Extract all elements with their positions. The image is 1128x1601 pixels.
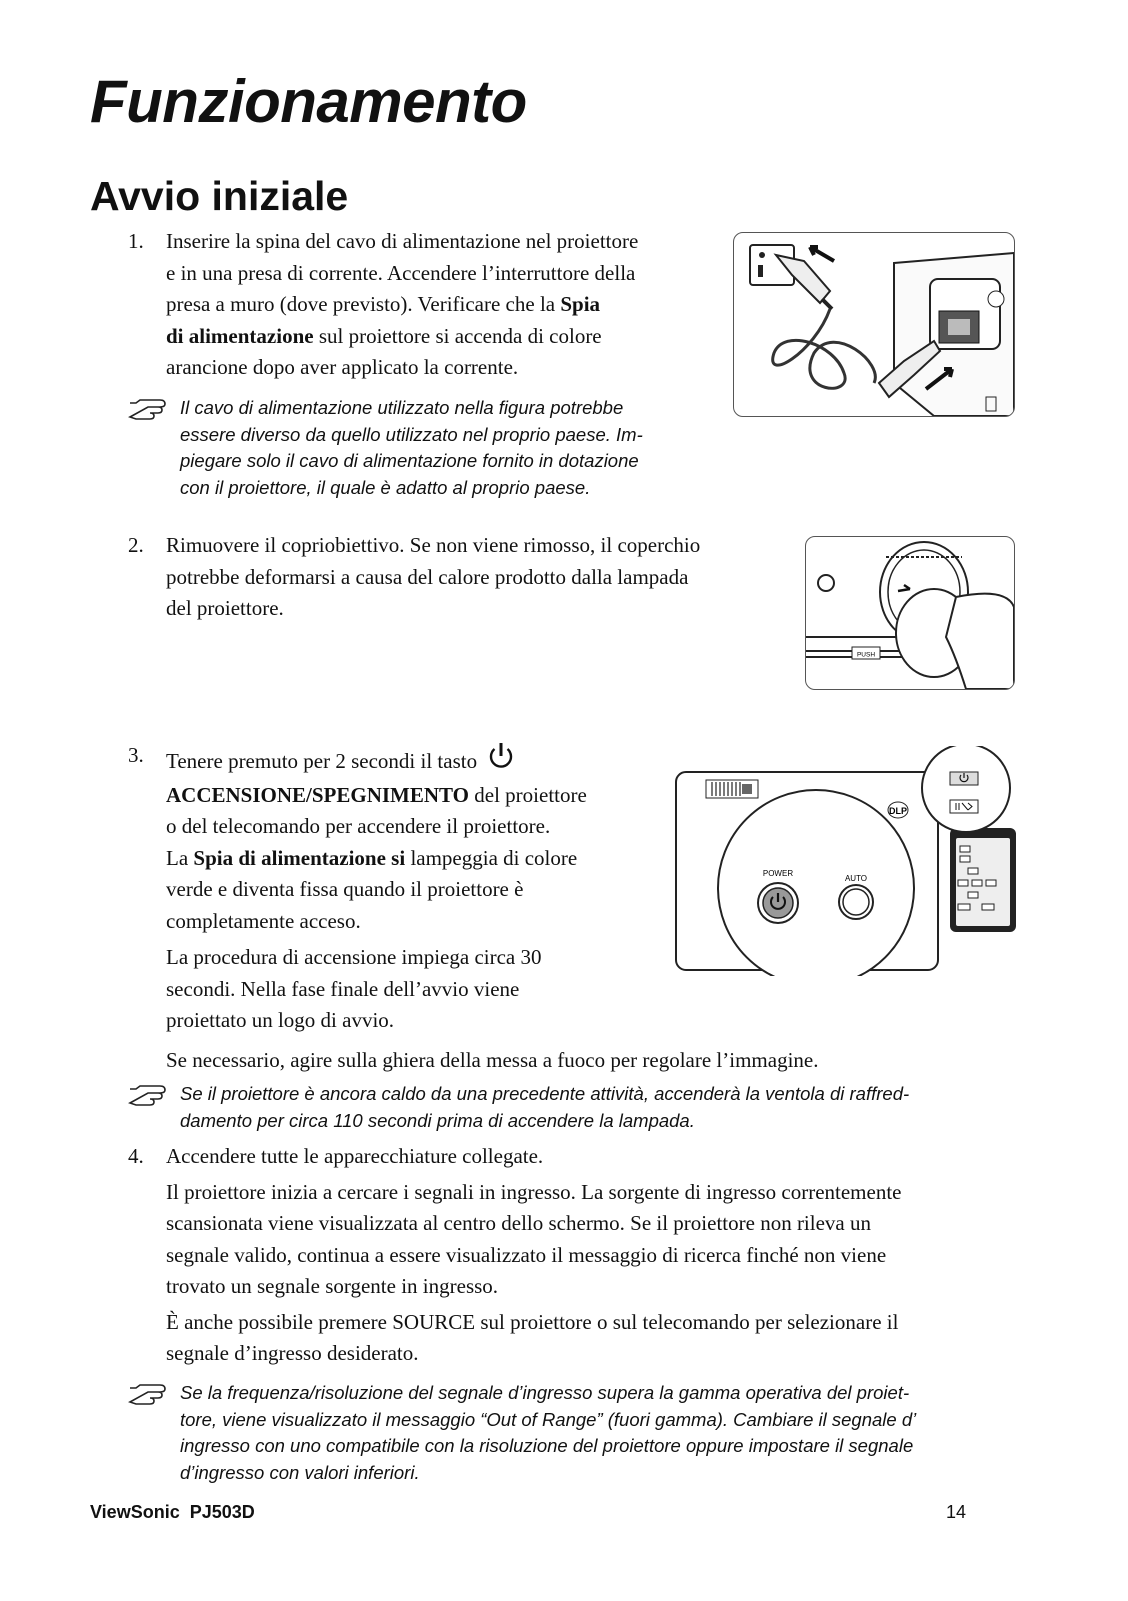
power-button-figure [672,746,1018,976]
step-1-text: Inserire la spina del cavo di alimentazione nel proiettore e in una presa di corrente. Accendere l’interruttore della presa a muro (dove previsto). Verificare che la Spia di alimentazione sul proiettore si accenda di colore arancione dopo aver applicato la corrente. [166,229,639,379]
note-hand-icon [128,1083,172,1107]
note-2: Se il proiettore è ancora caldo da una precedente attività, accenderà la ventola di raffred- damento per circa 110 secondi prima di accendere la lampada. [180,1083,910,1131]
footer-brand: ViewSonic PJ503D [90,1502,255,1522]
power-icon [486,740,516,780]
step-number: 2. [128,533,144,557]
step-3-text: Tenere premuto per 2 secondi il tasto ACCENSIONE/SPEGNIMENTO del proiettore o del telecomando per accendere il proiettore. La Spia di alimentazione si lampeggia di colore verde e diventa fissa quando il proiettore è completamente acceso. La procedura di accensione impiega circa 30 secondi. Nella fase finale dell’avvio viene proiettato un logo di avvio. Se necessario, agire sulla ghiera della messa a fuoco per regolare l’immagine. [166,740,818,1076]
power-cable-figure [733,232,1015,417]
section-title: Avvio iniziale [90,173,349,219]
note-hand-icon [128,1382,172,1406]
note-1: Il cavo di alimentazione utilizzato nella figura potrebbe essere diverso da quello utilizzato nel proprio paese. Im- piegare solo il cavo di alimentazione fornito in dotazione con il proiettore, il quale è adatto al proprio paese. [180,397,643,498]
auto-label: AUTO [844,874,868,883]
step-number: 3. [128,743,144,767]
step-4-text: Accendere tutte le apparecchiature collegate. Il proiettore inizia a cercare i segnali in ingresso. La sorgente di ingresso correntemente scansionata viene visualizzata al centro dello schermo. Se il proiettore non rileva un segnale valido, continua a essere visualizzato il messaggio di ricerca finché non viene trovato un segnale sorgente in ingresso. È anche possibile premere SOURCE sul proiettore o sul telecomando per selezionare il segnale d’ingresso desiderato. [166,1144,902,1365]
power-label: POWER [762,869,794,878]
step-2-text: Rimuovere il copriobiettivo. Se non viene rimosso, il coperchio potrebbe deformarsi a causa del calore prodotto dalla lampada del proiettore. [166,533,701,620]
lens-cap-figure [805,536,1015,690]
push-label: PUSH [856,651,876,659]
page-number: 14 [946,1502,967,1522]
dlp-logo-text: DLP [889,806,907,816]
note-3: Se la frequenza/risoluzione del segnale d’ingresso supera la gamma operativa del proiet- tore, viene visualizzato il messaggio “Out of Range” (fuori gamma). Cambiare il segnale d’ ingresso con uno compatibile con la risoluzione del proiettore oppure impostare il segnale d’ingresso con valori inferiori. [180,1382,917,1483]
step-number: 1. [128,229,144,253]
page-title: Funzionamento [90,68,527,135]
note-hand-icon [128,397,172,421]
step-number: 4. [128,1144,144,1168]
